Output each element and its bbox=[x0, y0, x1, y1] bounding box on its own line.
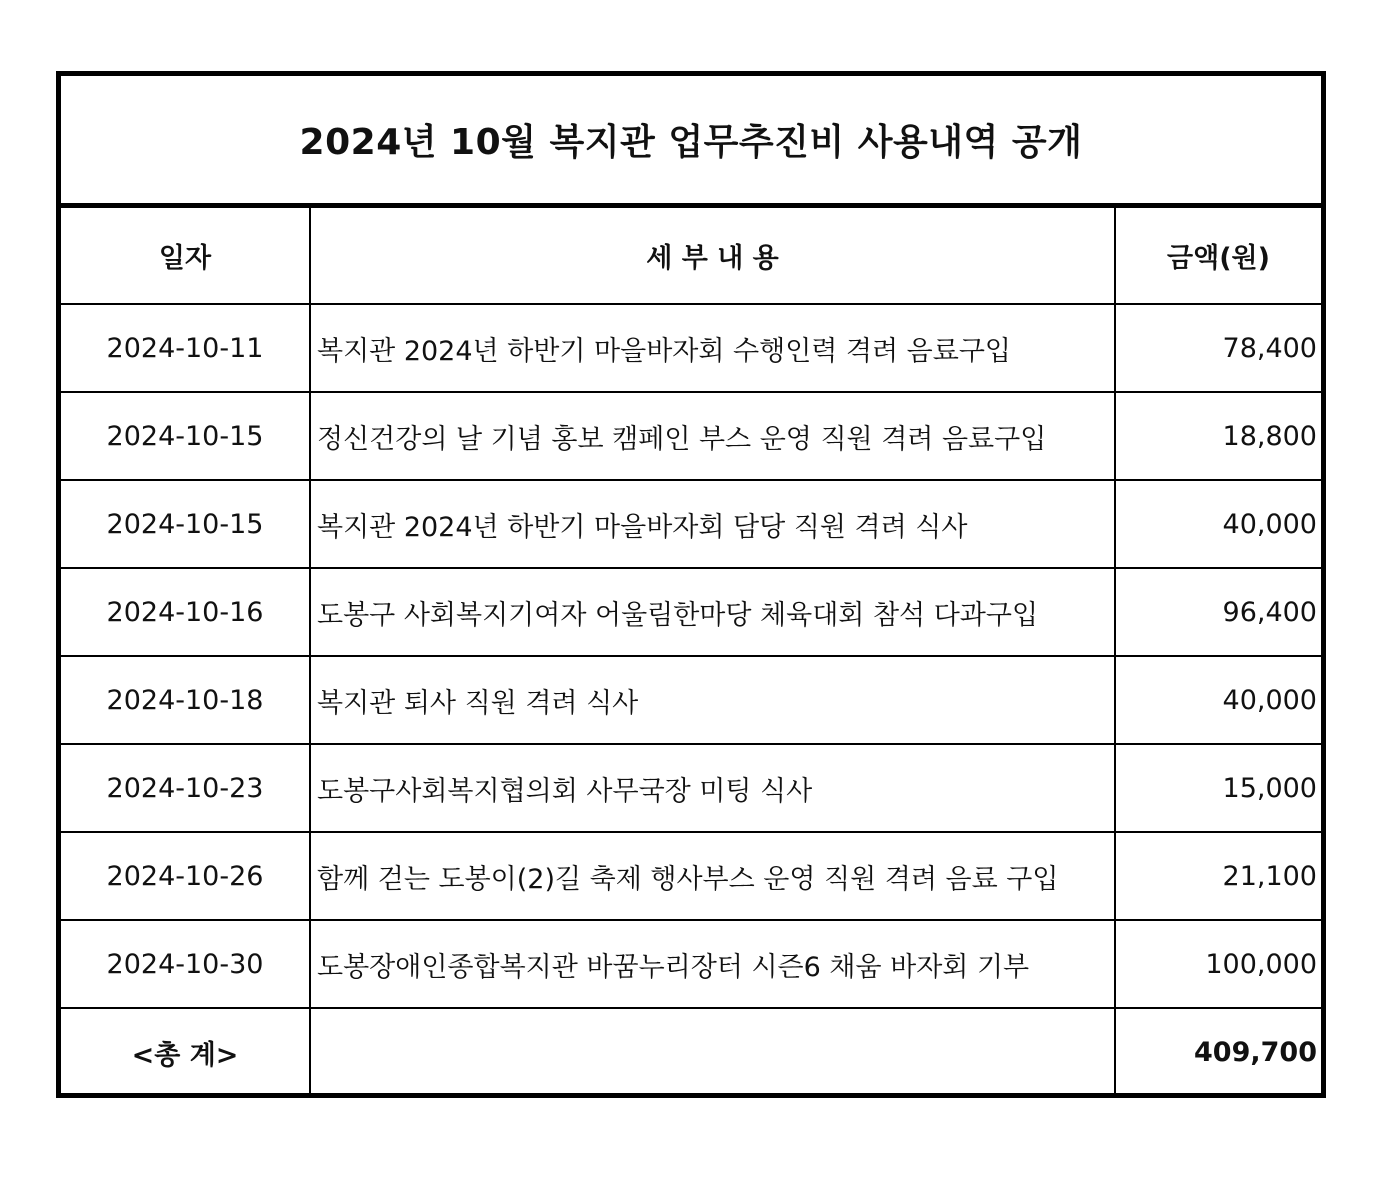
table-row bbox=[61, 392, 1321, 480]
row-date: 2024-10-15 bbox=[61, 480, 310, 568]
title-row bbox=[61, 76, 1321, 206]
header-amount: 금액(원) bbox=[1115, 206, 1321, 305]
table-row bbox=[61, 832, 1321, 920]
row-description: 복지관 2024년 하반기 마을바자회 담당 직원 격려 식사 bbox=[310, 480, 1115, 568]
row-date: 2024-10-11 bbox=[61, 304, 310, 392]
row-description: 도봉장애인종합복지관 바꿈누리장터 시즌6 채움 바자회 기부 bbox=[310, 920, 1115, 1008]
row-date: 2024-10-16 bbox=[61, 568, 310, 656]
total-row bbox=[61, 1008, 1321, 1095]
table-row bbox=[61, 656, 1321, 744]
row-description: 복지관 2024년 하반기 마을바자회 수행인력 격려 음료구입 bbox=[310, 304, 1115, 392]
header-row bbox=[61, 206, 1321, 305]
table-row bbox=[61, 480, 1321, 568]
row-amount: 40,000 bbox=[1115, 656, 1321, 744]
row-description: 복지관 퇴사 직원 격려 식사 bbox=[310, 656, 1115, 744]
row-date: 2024-10-18 bbox=[61, 656, 310, 744]
row-amount: 15,000 bbox=[1115, 744, 1321, 832]
table-row bbox=[61, 304, 1321, 392]
header-date: 일자 bbox=[61, 206, 310, 305]
row-amount: 96,400 bbox=[1115, 568, 1321, 656]
row-amount: 21,100 bbox=[1115, 832, 1321, 920]
table-row bbox=[61, 920, 1321, 1008]
row-date: 2024-10-23 bbox=[61, 744, 310, 832]
row-description: 도봉구 사회복지기여자 어울림한마당 체육대회 참석 다과구입 bbox=[310, 568, 1115, 656]
row-date: 2024-10-30 bbox=[61, 920, 310, 1008]
total-label: <총 계> bbox=[61, 1008, 310, 1095]
expense-table bbox=[61, 76, 1321, 1095]
row-amount: 78,400 bbox=[1115, 304, 1321, 392]
row-description: 정신건강의 날 기념 홍보 캠페인 부스 운영 직원 격려 음료구입 bbox=[310, 392, 1115, 480]
page-title: 2024년 10월 복지관 업무추진비 사용내역 공개 bbox=[61, 76, 1321, 206]
row-description: 도봉구사회복지협의회 사무국장 미팅 식사 bbox=[310, 744, 1115, 832]
table-row bbox=[61, 568, 1321, 656]
table-row bbox=[61, 744, 1321, 832]
row-amount: 18,800 bbox=[1115, 392, 1321, 480]
header-description: 세 부 내 용 bbox=[310, 206, 1115, 305]
row-date: 2024-10-15 bbox=[61, 392, 310, 480]
row-date: 2024-10-26 bbox=[61, 832, 310, 920]
total-description-empty bbox=[310, 1008, 1115, 1095]
expense-report-sheet bbox=[56, 71, 1326, 1098]
row-description: 함께 걷는 도봉이(2)길 축제 행사부스 운영 직원 격려 음료 구입 bbox=[310, 832, 1115, 920]
total-amount: 409,700 bbox=[1115, 1008, 1321, 1095]
row-amount: 100,000 bbox=[1115, 920, 1321, 1008]
row-amount: 40,000 bbox=[1115, 480, 1321, 568]
